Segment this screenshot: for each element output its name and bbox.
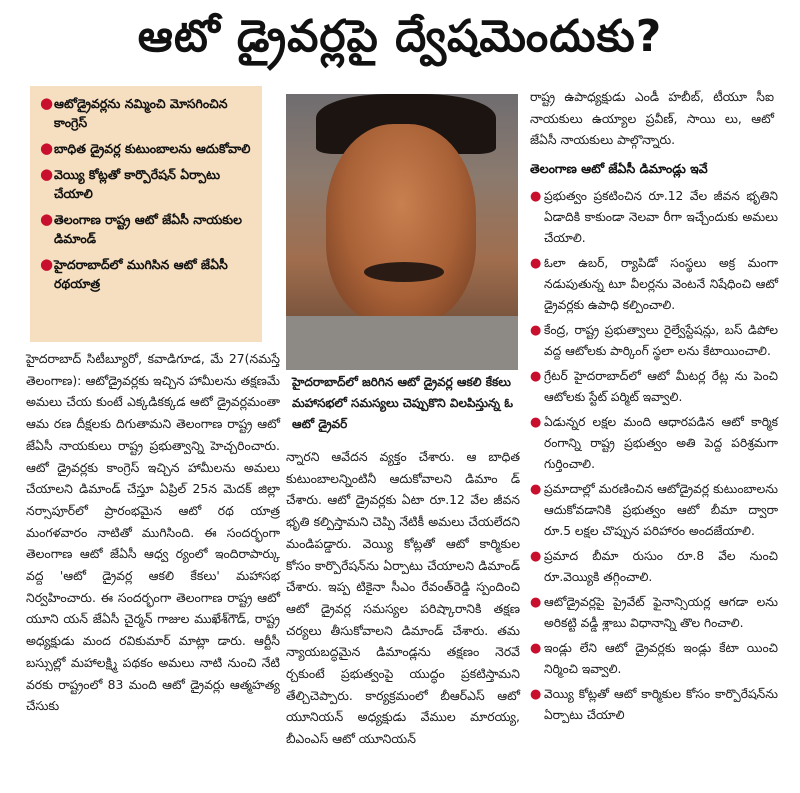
demands-title: తెలంగాణ ఆటో జేఏసీ డిమాండ్లు ఇవే	[530, 161, 708, 176]
highlight-text: తెలంగాణ రాష్ట్ర ఆటో జేఏసీ నాయకుల డిమాండ్	[54, 212, 242, 246]
demand-item	[530, 186, 778, 249]
demand-item	[530, 479, 778, 542]
bullet-icon: ●	[530, 687, 542, 702]
bullet-icon: ●	[40, 165, 54, 183]
article-column-1: హైదరాబాద్ సిటీబ్యూరో, కవాడిగూడ, మే 27(నమస్తే తెలంగాణ): ఆటోడ్రైవర్లకు ఇచ్చిన హామీలను తక్షణమే అమలు చేయ కుంటే ఎక్కడికక్కడ ఆటో డ్రైవర్లమంతా ఆమ రణ దీక్షలకు దిగుతామని తెలంగాణ రాష్ట్ర ఆటో జేఏసీ నాయకులు రాష్ట్ర ప్రభుత్వాన్ని హెచ్చరించారు. ఆటో డ్రైవర్లకు కాంగ్రెస్ ఇచ్చిన హామీలను అమలు చేయాలని డిమాండ్ చేస్తూ ఏప్రిల్ 25న మెదక్ జిల్లా నర్సాపూర్‌లో ప్రారంభమైన ఆటో రథ యాత్ర మంగళవారం నాటితో ముగిసింది. ఈ సందర్భంగా తెలంగాణ ఆటో జేఏసీ ఆధ్వ ర్యంలో ఇందిరాపార్కు వద్ద 'ఆటో డ్రైవర్ల ఆకలి కేకలు' మహాసభ నిర్వహించారు. ఈ సందర్భంగా తెలంగాణ రాష్ట్ర ఆటో యూని యన్ జేఏసీ చైర్మన్ గాజుల ముఖేశ్‌గౌడ్, రాష్ట్ర అధ్యక్షుడు మంద రవికుమార్ మాట్లా డారు. ఆర్టీసీ బస్సుల్లో మహాలక్ష్మి పథకం అమలు నాటి నుంచి నేటి వరకు రాష్ట్రంలో 83 మంది ఆటో డ్రైవర్లు ఆత్మహత్య చేసుకు	[26, 351, 280, 714]
bullet-icon: ●	[530, 189, 542, 204]
demand-text: కేంద్ర, రాష్ట్ర ప్రభుత్వాలు రైల్వేస్టేషన్లు, బస్ డిపోల వద్ద ఆటోలకు పార్కింగ్ స్థలా లను కేటాయించాలి.	[544, 323, 778, 358]
demand-item	[530, 546, 778, 588]
headline: ఆటో డ్రైవర్లపై ద్వేషమెందుకు?	[137, 11, 663, 62]
highlight-text: ఆటోడ్రైవర్లను నమ్మించి మోసగించిన కాంగ్రెస్	[54, 96, 228, 130]
demand-text: గ్రేటర్ హైదరాబాద్‌లో ఆటో మీటర్ల రేట్ల ను పెంచి ఆటోలకు స్టేట్ పర్మిట్ ఇవ్వాలి.	[544, 369, 778, 404]
article-column-2: న్నారని ఆవేదన వ్యక్తం చేశారు. ఆ బాధిత కుటుంబాలన్నింటినీ ఆదుకోవాలని డిమాం డ్ చేశారు. ఆటో డ్రైవర్లకు ఏటా రూ.12 వేల జీవన భృతి కల్పిస్తామని చెప్పి నేటికీ అమలు చేయలేదని మండిపడ్డారు. వెయ్యి కోట్లతో ఆటో కార్మికుల కోసం కార్పొరేషన్‌ను ఏర్పాటు చేయాలని డిమాండ్ చేశారు. ఇప్ప టికైనా సీఎం రేవంత్‌రెడ్డి స్పందించి ఆటో డ్రైవర్ల సమస్యల పరిష్కారానికి తక్షణ చర్యలు తీసుకోవాలని డిమాండ్ చేశారు. తమ న్యాయబద్ధమైన డిమాండ్లను తక్షణం నెరవే ర్చకుంటే ప్రభుత్వంపై యుద్ధం ప్రకటిస్తామని తేల్చిచెప్పారు. కార్యక్రమంలో బీఆర్‌ఎస్ ఆటో యూనియన్ అధ్యక్షుడు వేముల మారయ్య, బీఎంఎస్ ఆటో యూనియన్	[286, 449, 520, 747]
bullet-icon: ●	[40, 255, 54, 273]
highlight-item	[40, 255, 256, 293]
demand-item	[530, 412, 778, 475]
highlight-text: వెయ్యి కోట్లతో కార్పొరేషన్ ఏర్పాటు చేయాలి	[54, 167, 221, 201]
bullet-icon: ●	[530, 369, 542, 384]
bullet-icon: ●	[530, 482, 542, 497]
bullet-icon: ●	[530, 256, 542, 271]
demand-text: ప్రమాదాల్లో మరణించిన ఆటోడ్రైవర్ల కుటుంబాలను ఆదుకోవడానికి ప్రభుత్వం ఆటో బీమా ద్వారా రూ.5 లక్షల చొప్పున పరిహారం అందజేయాలి.	[544, 482, 778, 538]
demand-item	[530, 684, 778, 726]
demand-item	[530, 320, 778, 362]
highlight-item	[40, 94, 256, 132]
auto-driver-photo	[286, 94, 518, 370]
bullet-icon: ●	[40, 94, 54, 112]
demand-text: వెయ్యి కోట్లతో ఆటో కార్మికుల కోసం కార్పొరేషన్‌ను ఏర్పాటు చేయాలి	[544, 687, 778, 722]
bullet-icon: ●	[530, 415, 542, 430]
photo-mustache	[364, 262, 444, 282]
bullet-icon: ●	[530, 549, 542, 564]
demand-item	[530, 638, 778, 680]
demand-text: ప్రమాద బీమా రుసుం రూ.8 వేల నుంచి రూ.వెయ్యికి తగ్గించాలి.	[544, 549, 778, 584]
demand-text: ఓలా ఉబర్, ర్యాపిడో సంస్థలు అక్ర మంగా నడుపుతున్న టూ వీలర్లను వెంటనే నిషేధించి ఆటో డ్రైవర్లకు ఉపాధి కల్పించాలి.	[544, 256, 778, 312]
demand-item	[530, 592, 778, 634]
demand-text: ప్రభుత్వం ప్రకటించిన రూ.12 వేల జీవన భృతిని ఏడాదికి కాకుండా నెలవా రీగా ఇచ్చేందుకు అమలు చేయాలి.	[544, 189, 778, 245]
bullet-icon: ●	[530, 595, 542, 610]
demand-item	[530, 366, 778, 408]
highlight-item	[40, 139, 256, 158]
bullet-icon: ●	[40, 210, 54, 228]
highlights-box	[30, 86, 262, 342]
photo-face	[326, 124, 476, 324]
highlight-text: హైదరాబాద్‌లో ముగిసిన ఆటో జేఏసీ రథయాత్ర	[54, 257, 228, 291]
demand-text: ఏడున్నర లక్షల మంది ఆధారపడిన ఆటో కార్మిక రంగాన్ని రాష్ట్ర ప్రభుత్వం అతి పెద్ద పరిశ్రమగా గుర్తించాలి.	[544, 415, 778, 471]
bullet-icon: ●	[530, 323, 542, 338]
photo-caption: హైదరాబాద్‌లో జరిగిన ఆటో డ్రైవర్ల ఆకలి కేకలు మహాసభలో సమస్యలు చెప్పుకొని విలపిస్తున్న ఓ ఆటో డ్రైవర్	[292, 375, 514, 431]
bullet-icon: ●	[530, 641, 542, 656]
demand-text: ఆటోడ్రైవర్లపై ప్రైవేట్ ఫైనాన్సియర్ల ఆగడా లను అరికట్టి వడ్డీ శ్లాబు విధానాన్ని తొల గించాలి.	[544, 595, 778, 630]
bullet-icon: ●	[40, 139, 54, 157]
demands-list	[530, 186, 778, 730]
demand-item	[530, 253, 778, 316]
highlight-text: బాధిత డ్రైవర్ల కుటుంబాలను ఆదుకోవాలి	[54, 141, 251, 156]
demand-text: ఇండ్లు లేని ఆటో డ్రైవర్లకు ఇండ్లు కేటా యించి నిర్మించి ఇవ్వాలి.	[544, 641, 778, 676]
highlight-item	[40, 165, 256, 203]
highlight-item	[40, 210, 256, 248]
photo-shirt	[286, 316, 518, 370]
article-column-3: రాష్ట్ర ఉపాధ్యక్షుడు ఎండీ హబీబ్, టీయూ సీఐ నాయకులు ఉయ్యాల ప్రవీణ్, సాయి లు, ఆటో జేఏసీ నాయకులు పాల్గొన్నారు.	[530, 89, 774, 148]
